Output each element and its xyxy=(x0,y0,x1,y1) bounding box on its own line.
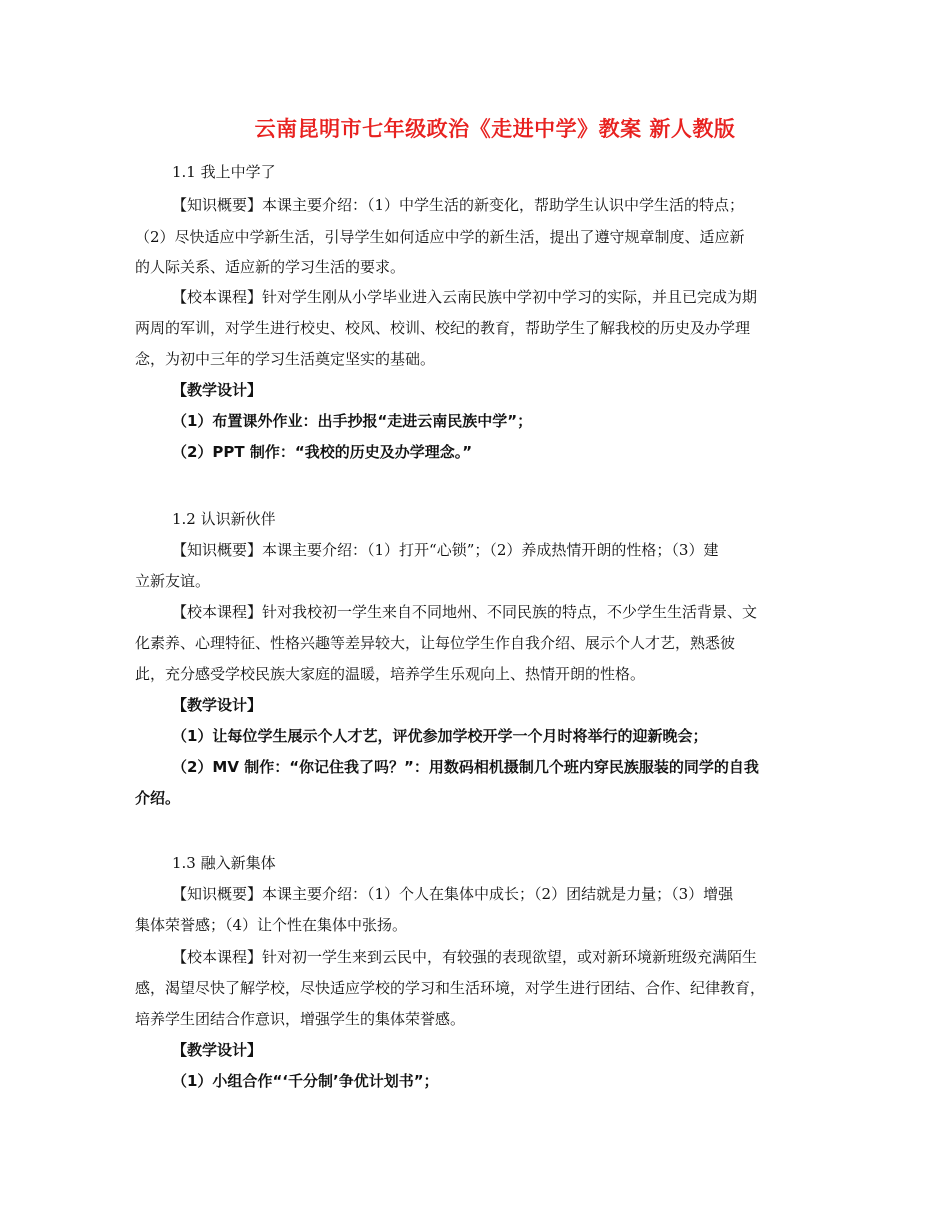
teaching-design-item: （1）小组合作“‘千分制’争优计划书”； xyxy=(172,1072,439,1090)
document-title: 云南昆明市七年级政治《走进中学》教案 新人教版 xyxy=(254,117,736,141)
school-course-paragraph-line: 【校本课程】针对初一学生来到云民中，有较强的表现欲望，或对新环境新班级充满陌生 xyxy=(172,948,758,966)
teaching-design-label: 【教学设计】 xyxy=(172,1041,263,1059)
knowledge-paragraph-line: 【知识概要】本课主要介绍：（1）个人在集体中成长；（2）团结就是力量；（3）增强 xyxy=(172,885,734,903)
knowledge-paragraph-line: 集体荣誉感；（4）让个性在集体中张扬。 xyxy=(135,916,408,934)
section-heading: 1.2 认识新伙伴 xyxy=(172,510,276,528)
teaching-design-item: （1）让每位学生展示个人才艺，评优参加学校开学一个月时将举行的迎新晚会； xyxy=(172,727,708,745)
school-course-paragraph-line: 两周的军训，对学生进行校史、校风、校训、校纪的教育，帮助学生了解我校的历史及办学理 xyxy=(135,319,751,337)
knowledge-paragraph-line: 【知识概要】本课主要介绍：（1）打开“心锁”；（2）养成热情开朗的性格；（3）建 xyxy=(172,541,719,559)
teaching-design-item: 介绍。 xyxy=(135,789,181,807)
teaching-design-label: 【教学设计】 xyxy=(172,381,263,399)
school-course-paragraph-line: 念，为初中三年的学习生活奠定坚实的基础。 xyxy=(135,350,436,368)
section-heading: 1.1 我上中学了 xyxy=(172,163,276,181)
school-course-paragraph-line: 感，渴望尽快了解学校，尽快适应学校的学习和生活环境，对学生进行团结、合作、纪律教育， xyxy=(135,979,766,997)
teaching-design-item: （2）PPT 制作：“我校的历史及办学理念。” xyxy=(172,443,473,461)
knowledge-paragraph-line: 的人际关系、适应新的学习生活的要求。 xyxy=(135,258,406,276)
teaching-design-item: （1）布置课外作业：出手抄报“走进云南民族中学”； xyxy=(172,412,533,430)
section-heading: 1.3 融入新集体 xyxy=(172,854,276,872)
knowledge-paragraph-line: （2）尽快适应中学新生活，引导学生如何适应中学的新生活，提出了遵守规章制度、适应新 xyxy=(135,228,745,246)
knowledge-paragraph-line: 【知识概要】本课主要介绍：（1）中学生活的新变化，帮助学生认识中学生活的特点； xyxy=(172,196,745,214)
school-course-paragraph-line: 此，充分感受学校民族大家庭的温暖，培养学生乐观向上、热情开朗的性格。 xyxy=(135,665,646,683)
school-course-paragraph-line: 培养学生团结合作意识，增强学生的集体荣誉感。 xyxy=(135,1010,466,1028)
knowledge-paragraph-line: 立新友谊。 xyxy=(135,572,211,590)
teaching-design-label: 【教学设计】 xyxy=(172,696,263,714)
teaching-design-item: （2）MV 制作：“你记住我了吗？”：用数码相机摄制几个班内穿民族服装的同学的自我 xyxy=(172,758,759,776)
school-course-paragraph-line: 【校本课程】针对我校初一学生来自不同地州、不同民族的特点，不少学生生活背景、文 xyxy=(172,603,758,621)
school-course-paragraph-line: 化素养、心理特征、性格兴趣等差异较大，让每位学生作自我介绍、展示个人才艺，熟悉彼 xyxy=(135,634,736,652)
school-course-paragraph-line: 【校本课程】针对学生刚从小学毕业进入云南民族中学初中学习的实际，并且已完成为期 xyxy=(172,288,758,306)
